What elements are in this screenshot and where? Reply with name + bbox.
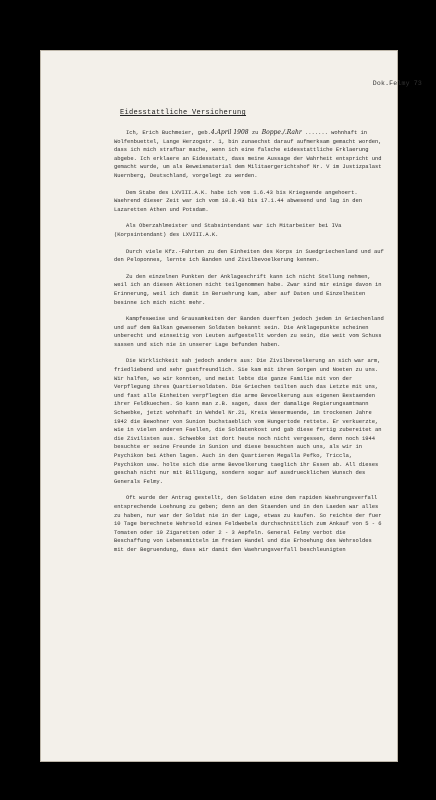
intro-rest: ....... wohnhaft in Wolfenbuettel, Lange Herzogstr. 1, bin zunaechst darauf aufmerksam gemacht worden, dass ich mich strafbar mache, wenn ich eine falsche eidesstattliche Erklaerung abgebe. Ich erklaere an Eidesstatt, dass meine Aussage der Wahrheit entspricht und gemacht wurde, um als Beweismaterial dem Militaergerichtshof Nr. V im Justizpalast Nuernberg, Deutschland, vorgelegt zu werden.: [114, 129, 382, 179]
handwritten-birth-date: 4.April 1908: [210, 129, 249, 136]
document-reference: Dok.Felmy 73: [372, 80, 422, 87]
document-body: [114, 129, 384, 780]
paragraph: Dem Stabe des LXVIII.A.K. habe ich vom 1.6.43 bis Kriegsende angehoert. Waehrend dieser Zeit war ich vom 10.8.43 bis 17.1.44 abwesend und lag in den Lazaretten Athen und Potsdam.: [114, 188, 362, 213]
paragraph: Die Wirklichkeit sah jedoch anders aus: Die Zivilbevoelkerung an sich war arm, friedliebend und sehr gastfreundlich. Sie kam mit ihren Sorgen und Noeten zu uns. Wir halfen, wo wir konnten, und meist lebte die ganze Familie mit von der Verpflegung ihres Quartiersoldaten. Die Griechen teilten auch das Letzte mit uns, und fast alle Einheiten verpflegten die arme Bevoelkerung aus eigenen Bestaenden ihrer Feldkuechen. So kann man z.B. sagen, dass der damalige Regierungsamtmann Schwebke, jetzt wohnhaft in Wehdel Nr.21, Kreis Wesermuende, im trockenen Jahre 1942 die Bewohner von Sunion buchstaeblich vom Hungertode rettete. Er verkuerzte, wie in vielen anderen Faellen, die Soldatenkost und gab diese fertig zubereitet an die Zivilisten aus. Schwebke ist dort heute noch nicht vergessen, denn noch 1944 besuchte er seine Freunde in Sunion und diese besuchten auch uns, als wir in Psychikon bei Athen lagen. Auch in den Quartieren Megalla Pefko, Triccla, Psychikon usw. holte sich die arme Bevoelkerung taeglich ihr Essen ab. All dieses geschah nicht nur mit Billigung, sondern sogar auf ausdruecklichen Wunsch des Generals Felmy.: [114, 357, 382, 485]
intro-middle: zu: [248, 129, 262, 136]
handwritten-birth-place: Boppe./.Rahr: [261, 129, 302, 136]
paragraph: Oft wurde der Antrag gestellt, den Soldaten eine dem rapiden Waehrungsverfall entsprechende Loehnung zu geben; denn an den Staenden und in den Laeden war alles zu haben, nur war der Soldat nie in der Lage, etwas zu kaufen. So reichte der fuer 10 Tage berechnete Wehrsold eines Feldwebels durchschnittlich zum Ankauf von 5 - 6 Tomaten oder 10 Zigaretten oder 2 - 3 Aepfeln. General Felmy verbot die Beschaffung von Lebensmitteln im freien Handel und die Erhoehung des Wehrsoldes mit der Begruendung, dass wir damit den Waehrungsverfall beschleunigten: [114, 494, 382, 553]
paragraph: Zu den einzelnen Punkten der Anklageschrift kann ich nicht Stellung nehmen, weil ich an diesen Aktionen nicht teilgenommen habe. Zwar sind mir einige davon in Erinnerung, weil ich damit in Beruehrung kam, aber auf Daten und Einzelheiten besinne ich mich nicht mehr.: [114, 272, 382, 306]
paragraph: Durch viele Kfz.-Fahrten zu den Einheiten des Korps in Suedgriechenland und auf den Peloponnes, lernte ich Banden und Zivilbevoelkerung kennen.: [114, 247, 384, 264]
intro-prefix: Ich, Erich Buchmeier, geb.: [126, 129, 211, 136]
paragraph: Als Oberzahlmeister und Stabsintendant war ich Mitarbeiter bei IVa (Korpsintendant) des LXVIII.A.K.: [114, 222, 342, 238]
paragraph: Kampfesweise und Grausamkeiten der Banden duerften jedoch jedem in Griechenland und auf dem Balkan gewesenen Soldaten bekannt sein. Die Anklagepunkte scheinen unberecht und einseitig von Leuten aufgestellt worden zu sein, die weit vom Schuss sassen und sich nie in unserer Lage befunden haben.: [114, 315, 384, 348]
document-title: Eidesstattliche Versicherung: [120, 109, 247, 117]
intro-paragraph: [114, 129, 384, 181]
